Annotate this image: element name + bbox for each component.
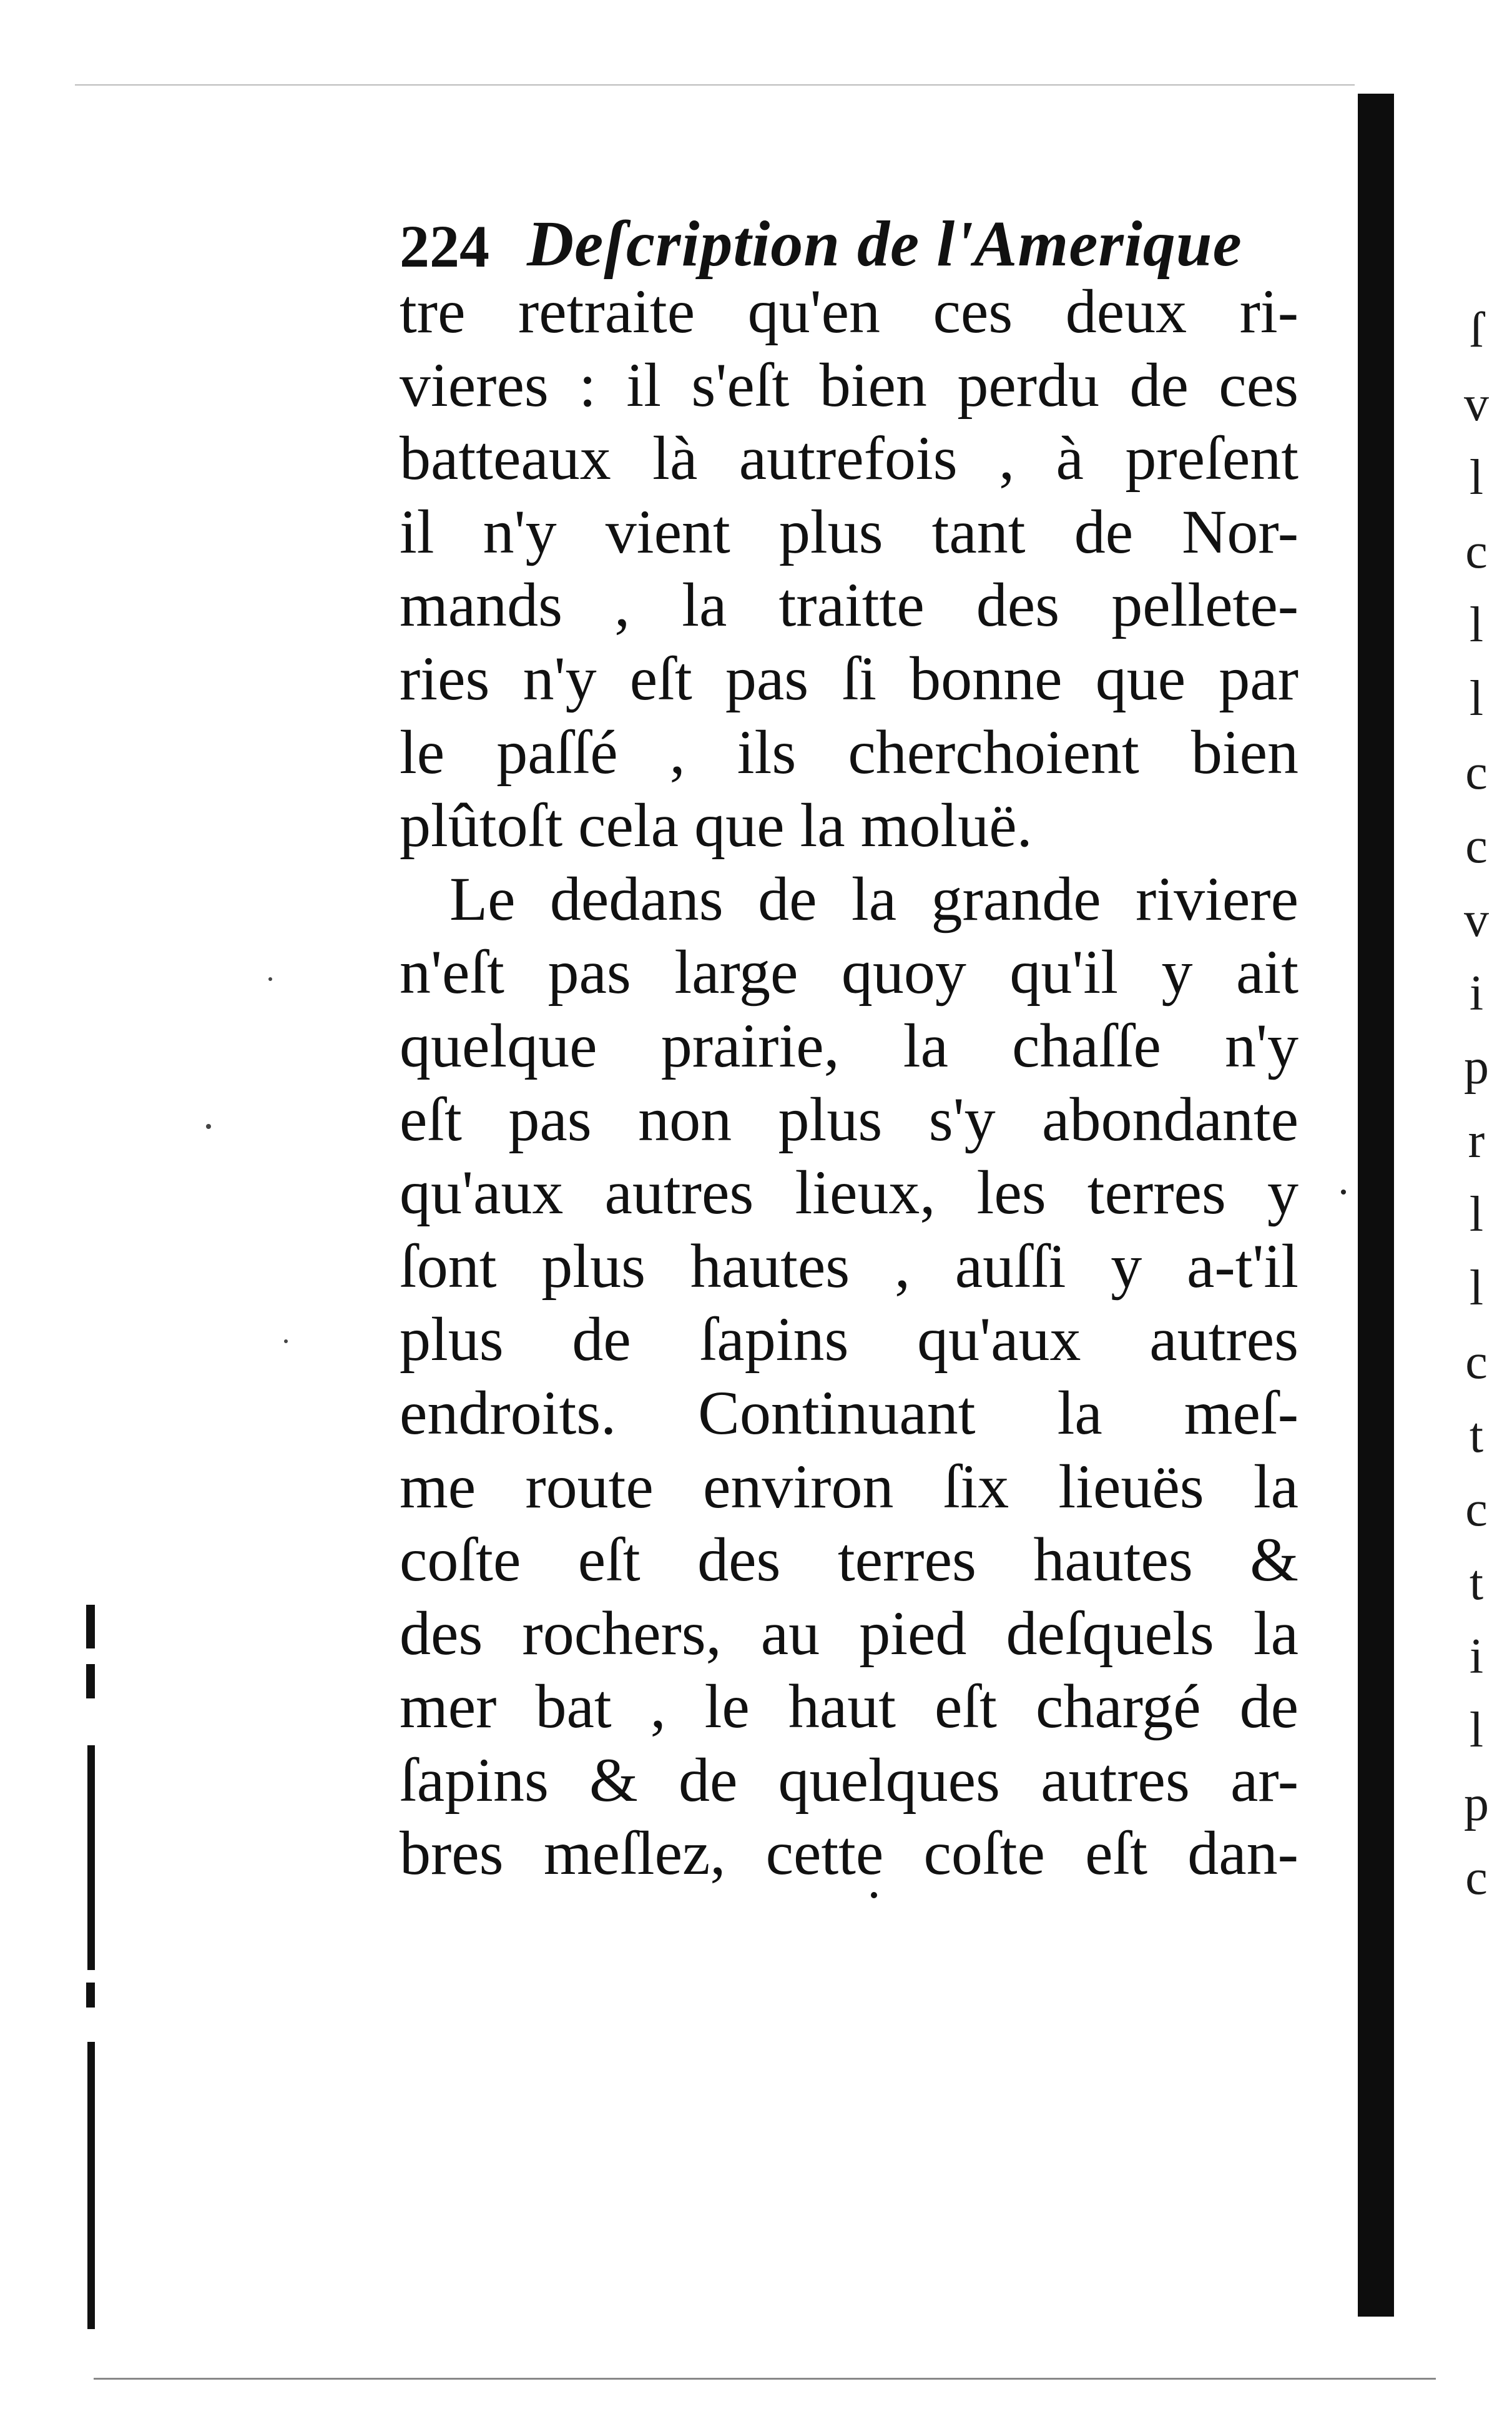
text-line: ries n'y eſt pas ſi bonne que par	[400, 643, 1298, 713]
edge-glyph: l	[1469, 450, 1484, 505]
left-edge-mark	[87, 1745, 95, 1970]
edge-glyph: p	[1464, 1776, 1489, 1831]
edge-glyph: c	[1465, 524, 1488, 579]
text-line: batteaux là autrefois , à preſent	[400, 423, 1298, 493]
edge-glyph: l	[1469, 671, 1484, 726]
text-line: qu'aux autres lieux, les terres y	[400, 1158, 1298, 1228]
edge-glyph: i	[1469, 966, 1484, 1021]
text-line: quelque prairie, la chaſſe n'y	[400, 1010, 1298, 1080]
edge-glyph: l	[1469, 1187, 1484, 1242]
gutter-shadow-bar	[1358, 94, 1394, 2317]
text-line: n'eſt pas large quoy qu'il y ait	[400, 937, 1298, 1007]
text-line: eſt pas non plus s'y abondante	[400, 1084, 1298, 1154]
page-number: 224	[400, 213, 489, 280]
text-line: tre retraite qu'en ces deux ri-	[400, 277, 1298, 346]
edge-glyph: t	[1469, 1555, 1484, 1610]
text-line: plus de ſapins qu'aux autres	[400, 1304, 1298, 1374]
text-line: me route environ ſix lieuës la	[400, 1451, 1298, 1521]
speck	[871, 1892, 877, 1898]
left-edge-mark	[86, 1605, 95, 1648]
text-line: il n'y vient plus tant de Nor-	[400, 496, 1298, 566]
text-line: des rochers, au pied deſquels la	[400, 1598, 1298, 1668]
text-line: mer bat , le haut eſt chargé de	[400, 1672, 1298, 1742]
edge-glyph: c	[1465, 1334, 1488, 1389]
bottom-edge-line	[94, 2378, 1436, 2380]
edge-glyph: c	[1465, 819, 1488, 874]
left-edge-mark	[86, 1983, 95, 2008]
edge-glyph: i	[1469, 1629, 1484, 1684]
body-text	[400, 275, 1298, 1890]
paragraph-start-line: Le dedans de la grande riviere	[449, 864, 1298, 934]
edge-glyph: v	[1464, 892, 1489, 947]
text-line: le paſſé , ils cherchoient bien	[400, 717, 1298, 787]
text-line: coſte eſt des terres hautes &	[400, 1525, 1298, 1595]
running-title: Deſcription de l'Amerique	[527, 208, 1242, 280]
text-line: mands , la traitte des pellete-	[400, 570, 1298, 640]
text-line: vieres : il s'eſt bien perdu de ces	[400, 350, 1298, 420]
text-line: plûtoſt cela que la moluë.	[400, 791, 1033, 860]
text-line: endroits. Continuant la meſ-	[400, 1377, 1298, 1447]
edge-glyph: c	[1465, 1850, 1488, 1905]
edge-glyph: p	[1464, 1040, 1489, 1095]
edge-glyph: l	[1469, 598, 1484, 653]
speck	[268, 977, 272, 981]
speck	[206, 1124, 211, 1129]
edge-glyph: l	[1469, 1261, 1484, 1316]
facing-page-edge-glyphs	[1455, 293, 1498, 1914]
top-edge-line	[75, 84, 1355, 86]
left-edge-mark	[86, 1664, 95, 1698]
edge-glyph: c	[1465, 745, 1488, 800]
left-edge-mark	[87, 2042, 95, 2329]
edge-glyph: t	[1469, 1408, 1484, 1463]
text-line: ſapins & de quelques autres ar-	[400, 1745, 1298, 1815]
text-line: bres meſlez, cette coſte eſt dan-	[400, 1818, 1298, 1888]
edge-glyph: r	[1468, 1113, 1485, 1168]
speck	[1341, 1190, 1346, 1195]
edge-glyph: l	[1469, 1703, 1484, 1758]
edge-glyph: ſ	[1469, 303, 1484, 358]
edge-glyph: c	[1465, 1482, 1488, 1537]
text-line: ſont plus hautes , auſſi y a-t'il	[400, 1231, 1298, 1301]
speck	[284, 1339, 288, 1343]
edge-glyph: v	[1464, 377, 1489, 431]
page-header	[400, 181, 1317, 281]
